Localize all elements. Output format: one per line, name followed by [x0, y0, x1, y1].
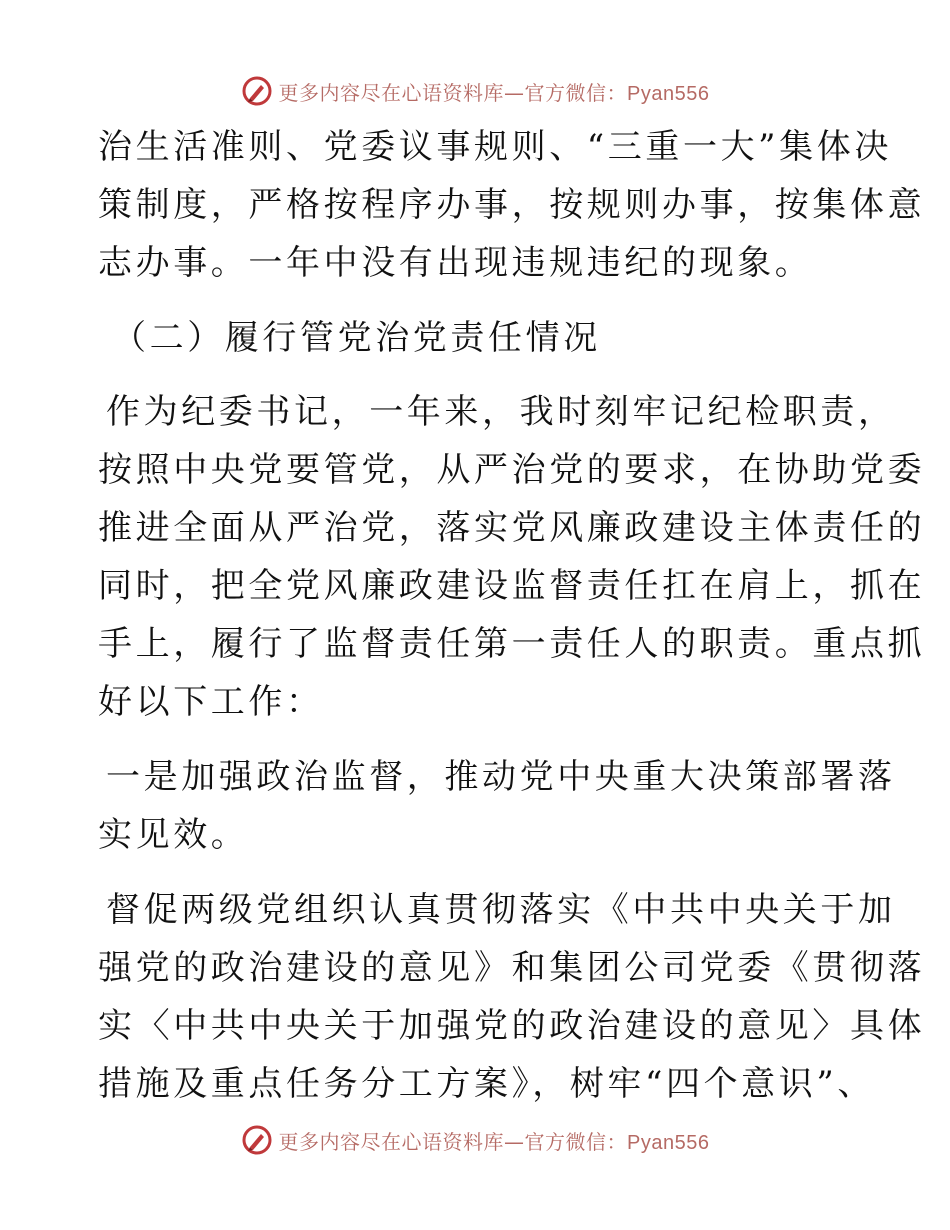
text-line: 推进全面从严治党，落实党风廉政建设主体责任的 [98, 508, 926, 548]
watermark-header [0, 71, 950, 111]
text-line: 同时，把全党风廉政建设监督责任扛在肩上，抓在 [98, 566, 926, 606]
text-line: 实见效。 [98, 815, 249, 855]
watermark-text: 更多内容尽在心语资料库—官方微信：Pyan556 [278, 80, 710, 105]
text-line: 作为纪委书记，一年来，我时刻牢记纪检职责， [106, 392, 896, 432]
watermark-text: 更多内容尽在心语资料库—官方微信：Pyan556 [278, 1129, 710, 1154]
text-line: 督促两级党组织认真贯彻落实《中共中央关于加 [106, 890, 896, 930]
watermark-footer [0, 1120, 950, 1160]
pen-logo-icon [241, 75, 273, 107]
text-line: 策制度，严格按程序办事，按规则办事，按集体意 [98, 185, 926, 225]
text-line: 一是加强政治监督，推动党中央重大决策部署落 [106, 757, 896, 797]
text-line: 治生活准则、党委议事规则、“三重一大”集体决 [98, 127, 892, 167]
text-line: 实〈中共中央关于加强党的政治建设的意见〉具体 [98, 1006, 926, 1046]
text-line: 措施及重点任务分工方案》，树牢“四个意识”、 [98, 1064, 875, 1104]
text-line: 志办事。一年中没有出现违规违纪的现象。 [98, 243, 813, 283]
text-line: 手上，履行了监督责任第一责任人的职责。重点抓 [98, 624, 926, 664]
section-heading: （二）履行管党治党责任情况 [112, 318, 601, 358]
text-line: 强党的政治建设的意见》和集团公司党委《贯彻落 [98, 948, 926, 988]
text-line: 好以下工作： [98, 682, 324, 722]
pen-logo-icon [241, 1124, 273, 1156]
text-line: 按照中央党要管党，从严治党的要求，在协助党委 [98, 450, 926, 490]
